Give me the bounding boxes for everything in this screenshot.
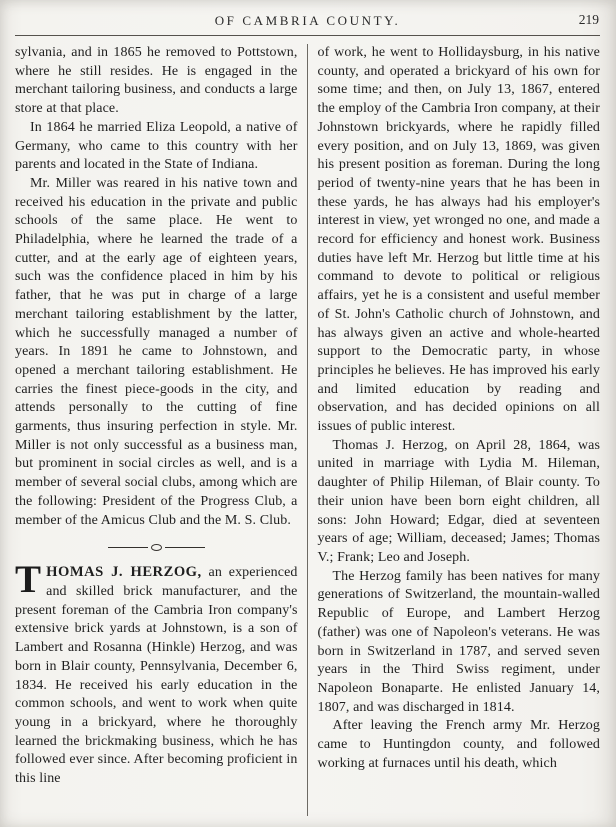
divider-rule-left: [108, 547, 148, 548]
paragraph: sylvania, and in 1865 he removed to Pottstown, where he still resides. He is engaged in the merchant tailoring business, and conducts a large store at that place.: [15, 45, 298, 117]
divider-oval-icon: [151, 544, 162, 551]
article-subject-name: HOMAS J. HERZOG,: [46, 564, 202, 581]
paragraph: The Herzog family has been natives for many generations of Switzerland, the mountain-walled Republic of Europe, and Lambert Herzog (father) was one of Napoleon's veterans. He was born in Switzerland in 1787, and served seven years in the Third Swiss regiment, under Napoleon Bonaparte. He enlisted January 14, 1807, and was discharged in 1814.: [317, 568, 600, 715]
paragraph: In 1864 he married Eliza Leopold, a native of Germany, who came to this country with her parents and located in the State of Indiana.: [15, 119, 298, 173]
header-rule: [15, 35, 600, 36]
article-opening-paragraph: [15, 558, 298, 788]
running-header-title: OF CAMBRIA COUNTY.: [214, 13, 401, 28]
right-column: [308, 44, 601, 816]
divider-rule-right: [165, 547, 205, 548]
page-number: 219: [578, 12, 599, 27]
left-column: [15, 44, 307, 816]
running-header: [15, 9, 600, 31]
dropcap-initial: T: [15, 558, 42, 602]
article-opening-text: an experienced and skilled brick manufacturer, and the present foreman of the Cambria Iron company's extensive brick yards at Johnstown, is a son of Lambert and Rosanna (Hinkle) Herzog, and was born in Blair county, Pennsylvania, December 6, 1834. He received his early education in the common schools, and went to work when quite young in a brickyard, where he thoroughly learned the brickmaking business, which he has followed ever since. After becoming proficient in this line: [15, 565, 298, 787]
paragraph: Thomas J. Herzog, on April 28, 1864, was united in marriage with Lydia M. Hileman, daughter of Philip Hileman, of Blair county. To their union have been born eight children, all sons: John Howard; Edgar, died at seventeen years of age; William, deceased; James; Thomas V.; Frank; Leo and Joseph.: [317, 437, 600, 565]
paragraph: Mr. Miller was reared in his native town and received his education in the private and public schools of the same place. He went to Philadelphia, where he learned the trade of a cutter, and at the early age of eighteen years, such was the confidence placed in him by his father, that he was put in charge of a large merchant tailoring establishment by the latter, which he successfully managed a number of years. In 1891 he came to Johnstown, and opened a merchant tailoring establishment. He carries the finest piece-goods in the city, and attends personally to the cutting of fine garments, thus insuring perfection in style. Mr. Miller is not only successful as a business man, but prominent in social circles as well, and is a member of several social clubs, among which are the following: President of the Progress Club, a member of the Amicus Club and the M. S. Club.: [15, 175, 298, 528]
paragraph: After leaving the French army Mr. Herzog came to Huntingdon county, and followed working at furnaces until his death, which: [317, 718, 600, 771]
text-columns: [15, 44, 600, 816]
paragraph: of work, he went to Hollidaysburg, in his native county, and operated a brickyard of his own for some time; and then, on July 13, 1867, entered the employ of the Cambria Iron company, at their Johnstown brickyards, where he rapidly filled every position, and on July 13, 1869, was given his present position as foreman. During the long period of twenty-nine years that he has been in these yards, he has always had his employer's interest in view, yet wronged no one, and made a record for efficiency and honest work. Business duties have left Mr. Herzog but little time at his command to devote to political or religious affairs, yet he is a consistent and useful member of St. John's Catholic church of Johnstown, and has always given an active and whole-hearted support to the Democratic party, in whose principles he believes. He has improved his early and limited education by reading and observation, and has decided opinions on all issues of public interest.: [317, 45, 600, 435]
section-divider: [15, 544, 298, 551]
